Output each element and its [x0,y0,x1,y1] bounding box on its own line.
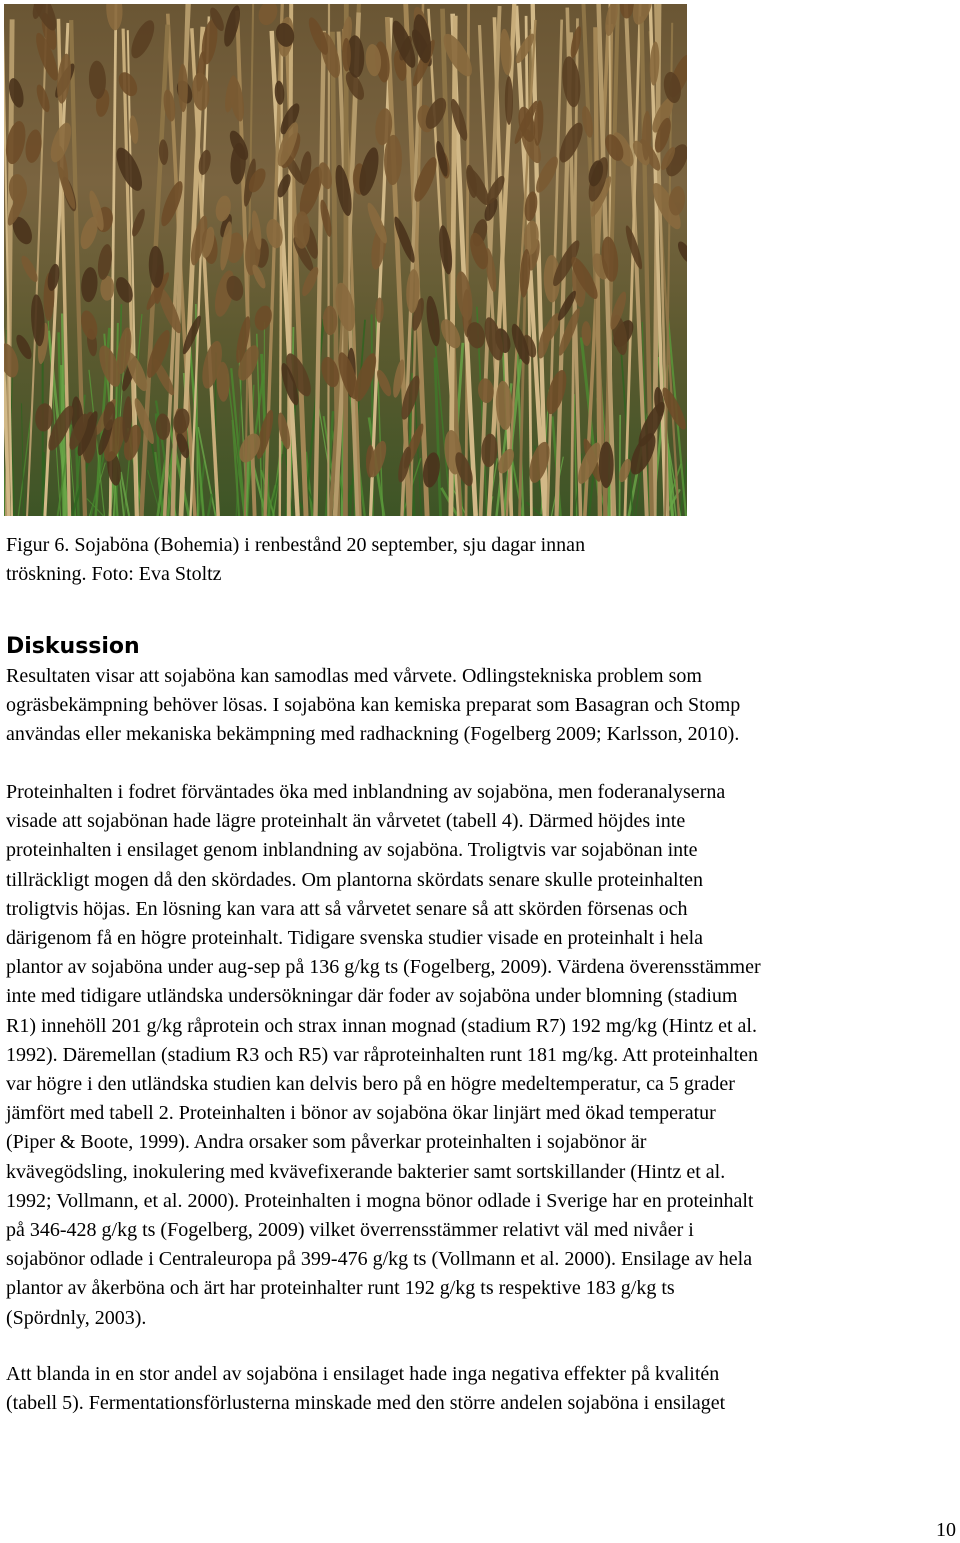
figure-caption: Figur 6. Sojaböna (Bohemia) i renbestånd 20 september, sju dagar innan tröskning. Foto: Eva Stoltz [6,534,586,585]
section-heading: Diskussion [6,634,140,659]
page-number: 10 [936,1519,956,1541]
paragraph-1: Resultaten visar att sojaböna kan samodlas med vårvete. Odlingstekniska problem som ogräsbekämpning behöver lösas. I sojaböna kan kemiska preparat som Basagran och Stomp användas eller mekaniska bekämpning med radhackning (Fogelberg 2009; Karlsson, 2010). [6,665,741,746]
paragraph-3: Att blanda in en stor andel av sojaböna i ensilaget hade inga negativa effekter på kvalitén (tabell 5). Fermentationsförlusterna minskade med den större andelen sojaböna i ensilaget [6,1363,726,1415]
soybean-field-photo [4,4,687,516]
paragraph-2: Proteinhalten i fodret förväntades öka med inblandning av sojaböna, men foderanalyserna visade att sojabönan hade lägre proteinhalt än vårvetet (tabell 4). Därmed höjdes inte proteinhalten i ensilaget genom inblandning av sojaböna. Troligtvis var sojabönan inte tillräckligt mogen då den skördades. Om plantorna skördats senare skulle proteinhalten troligtvis höjas. En lösning kan vara att så vårvetet senare så att skörden försenas och därigenom få en högre proteinhalt. Tidigare svenska studier visade en proteinhalt i hela plantor av sojaböna under aug-sep på 136 g/kg ts (Fogelberg, 2009). Värdena överensstämmer inte med tidigare utländska undersökningar där foder av sojaböna under blomning (stadium R1) innehöll 201 g/kg råprotein och strax innan mognad (stadium R7) 192 mg/kg (Hintz et al. 1992). Däremellan (stadium R3 och R5) var råproteinhalten runt 181 mg/kg. Att proteinhalten var högre i den utländska studien kan delvis bero på en högre medeltemperatur, ca 5 grader jämfört med tabell 2. Proteinhalten i bönor av sojaböna ökar linjärt med ökad temperatur (Piper & Boote, 1999). Andra orsaker som påverkar proteinhalten i sojabönor är kvävegödsling, inokulering med kvävefixerande bakterier samt sortskillander (Hintz et al. 1992; Vollmann, et al. 2000). Proteinhalten i mogna bönor odlade i Sverige har en proteinhalt på 346-428 g/kg ts (Fogelberg, 2009) vilket överrensstämmer relativt väl med nivåer i sojabönor odlade i Centraleuropa på 399-476 g/kg ts (Vollmann et al. 2000). Ensilage av hela plantor av åkerböna och ärt har proteinhalter runt 192 g/kg ts respektive 183 g/kg ts (Spördnly, 2003). [6,781,761,1329]
